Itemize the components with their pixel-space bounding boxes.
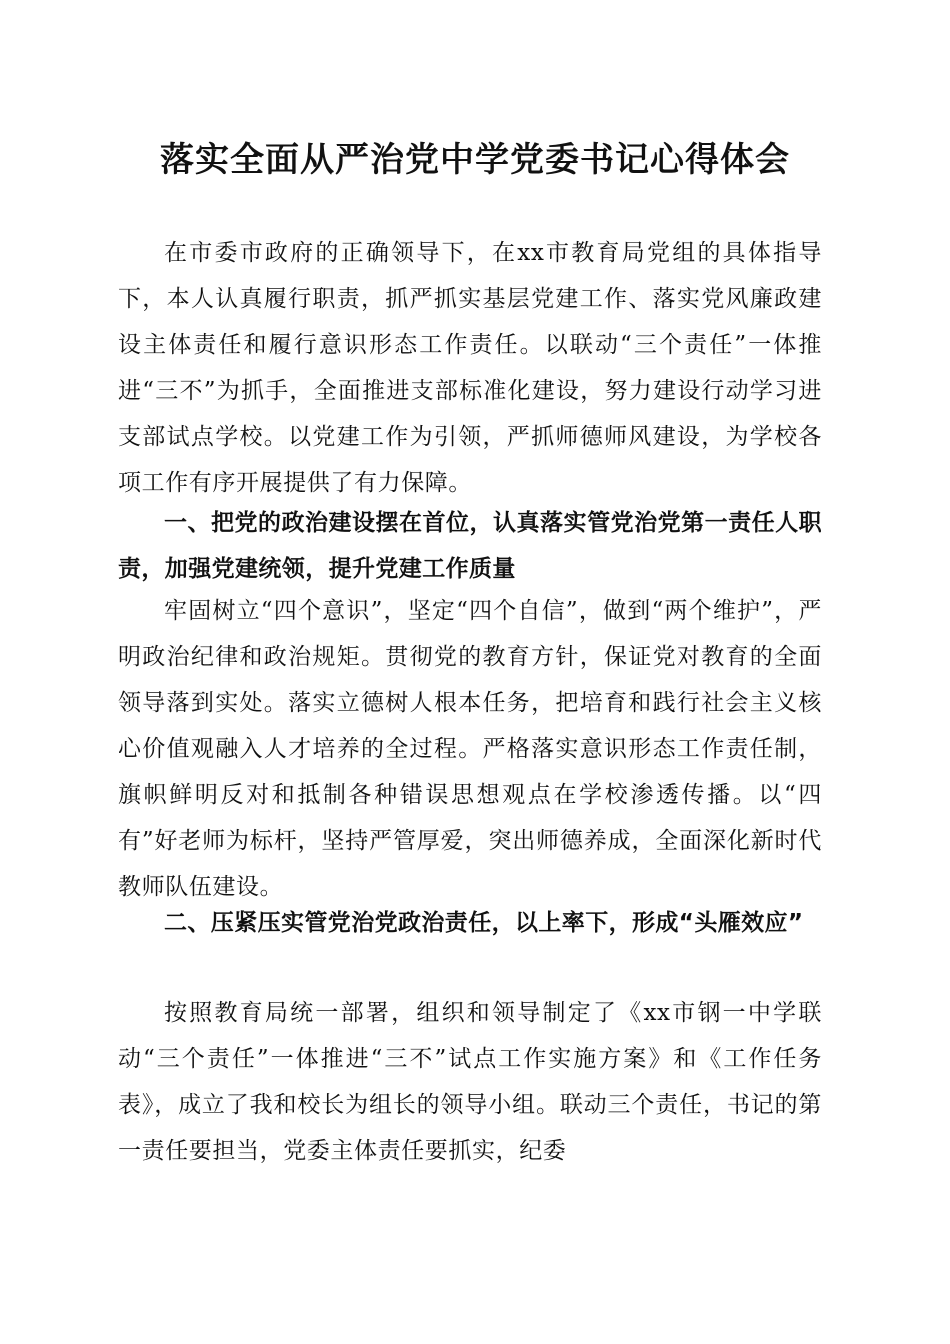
section-1-heading: 一、把党的政治建设摆在首位，认真落实管党治党第一责任人职责，加强党建统领，提升党建工作质量 bbox=[118, 510, 822, 582]
section-2-paragraph: 按照教育局统一部署，组织和领导制定了《xx市钢一中学联动“三个责任”一体推进“三不”试点工作实施方案》和《工作任务表》，成立了我和校长为组长的领导小组。联动三个责任，书记的第一责任要担当，党委主体责任要抓实，纪委 bbox=[118, 1000, 822, 1164]
section-2-heading: 二、压紧压实管党治党政治责任，以上率下，形成“头雁效应” bbox=[164, 910, 804, 936]
section-1-paragraph: 牢固树立“四个意识”，坚定“四个自信”，做到“两个维护”，严明政治纪律和政治规矩。贯彻党的教育方针，保证党对教育的全面领导落到实处。落实立德树人根本任务，把培育和践行社会主义核心价值观融入人才培养的全过程。严格落实意识形态工作责任制，旗帜鲜明反对和抵制各种错误思想观点在学校渗透传播。以“四有”好老师为标杆，坚持严管厚爱，突出师德养成，全面深化新时代教师队伍建设。 bbox=[118, 598, 822, 900]
document-title: 落实全面从严治党中学党委书记心得体会 bbox=[160, 140, 790, 180]
intro-paragraph: 在市委市政府的正确领导下，在xx市教育局党组的具体指导下，本人认真履行职责，抓严抓实基层党建工作、落实党风廉政建设主体责任和履行意识形态工作责任。以联动“三个责任”一体推进“三不”为抓手，全面推进支部标准化建设，努力建设行动学习进支部试点学校。以党建工作为引领，严抓师德师风建设，为学校各项工作有序开展提供了有力保障。 bbox=[118, 240, 822, 496]
